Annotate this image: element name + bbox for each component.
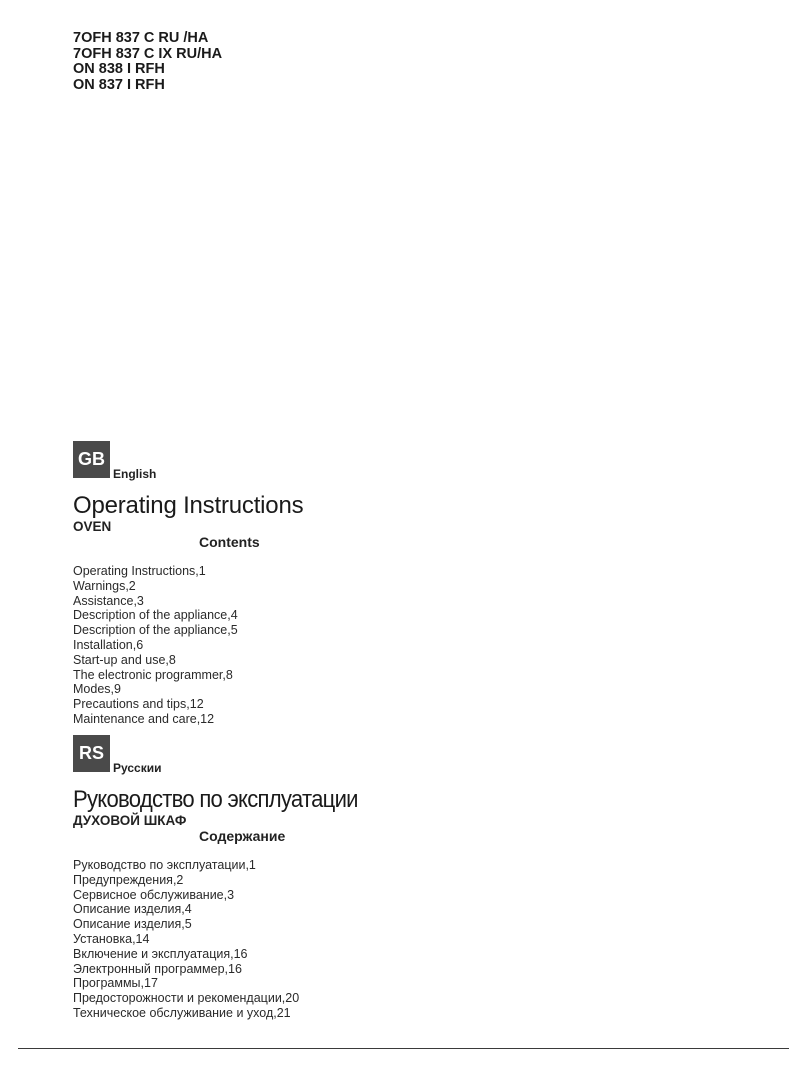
toc-item: Installation,6	[73, 637, 144, 652]
toc-item: Включение и эксплуатация,16	[73, 946, 248, 961]
document-subtitle: ДУХОВОЙ ШКАФ	[73, 813, 187, 828]
toc-item: Руководство по эксплуатации,1	[73, 858, 256, 872]
bottom-divider	[18, 1048, 789, 1049]
toc-item: Установка,14	[73, 931, 150, 946]
document-title: Руководство по эксплуатации	[73, 786, 358, 813]
model-list	[73, 31, 222, 93]
toc-item: Assistance,3	[73, 593, 144, 608]
toc-item: Сервисное обслуживание,3	[73, 887, 235, 902]
toc-item: Описание изделия,4	[73, 902, 192, 917]
table-of-contents	[73, 564, 303, 727]
toc-item: Warnings,2	[73, 578, 136, 593]
toc-item: Operating Instructions,1	[73, 564, 206, 578]
language-header	[73, 441, 303, 481]
document-title: Operating Instructions	[73, 492, 304, 519]
toc-item: The electronic programmer,8	[73, 667, 233, 682]
model-name: ON 838 I RFH	[73, 61, 165, 77]
toc-item: Предупреждения,2	[73, 872, 184, 887]
language-badge: RS	[73, 735, 110, 772]
language-name: English	[113, 467, 157, 481]
language-section-gb	[73, 441, 303, 727]
toc-item: Modes,9	[73, 682, 121, 697]
language-section-rs	[73, 735, 383, 1021]
model-name: 7OFH 837 C RU /HA	[73, 30, 209, 46]
toc-item: Программы,17	[73, 976, 158, 991]
toc-item: Электронный программер,16	[73, 961, 242, 976]
language-badge: GB	[73, 441, 110, 478]
contents-heading: Contents	[199, 534, 260, 550]
model-name: 7OFH 837 C IX RU/HA	[73, 45, 223, 62]
language-header	[73, 735, 383, 775]
table-of-contents	[73, 858, 383, 1021]
toc-item: Description of the appliance,4	[73, 608, 238, 623]
document-subtitle: OVEN	[73, 519, 112, 534]
toc-item: Техническое обслуживание и уход,21	[73, 1005, 291, 1020]
toc-item: Description of the appliance,5	[73, 623, 238, 638]
toc-item: Precautions and tips,12	[73, 697, 204, 712]
contents-heading: Содержание	[199, 828, 286, 844]
toc-item: Описание изделия,5	[73, 917, 192, 932]
toc-item: Start-up and use,8	[73, 652, 176, 667]
model-name: ON 837 I RFH	[73, 76, 165, 93]
toc-item: Maintenance and care,12	[73, 711, 215, 726]
toc-item: Предосторожности и рекомендации,20	[73, 991, 300, 1006]
language-name: Русскии	[113, 761, 162, 775]
